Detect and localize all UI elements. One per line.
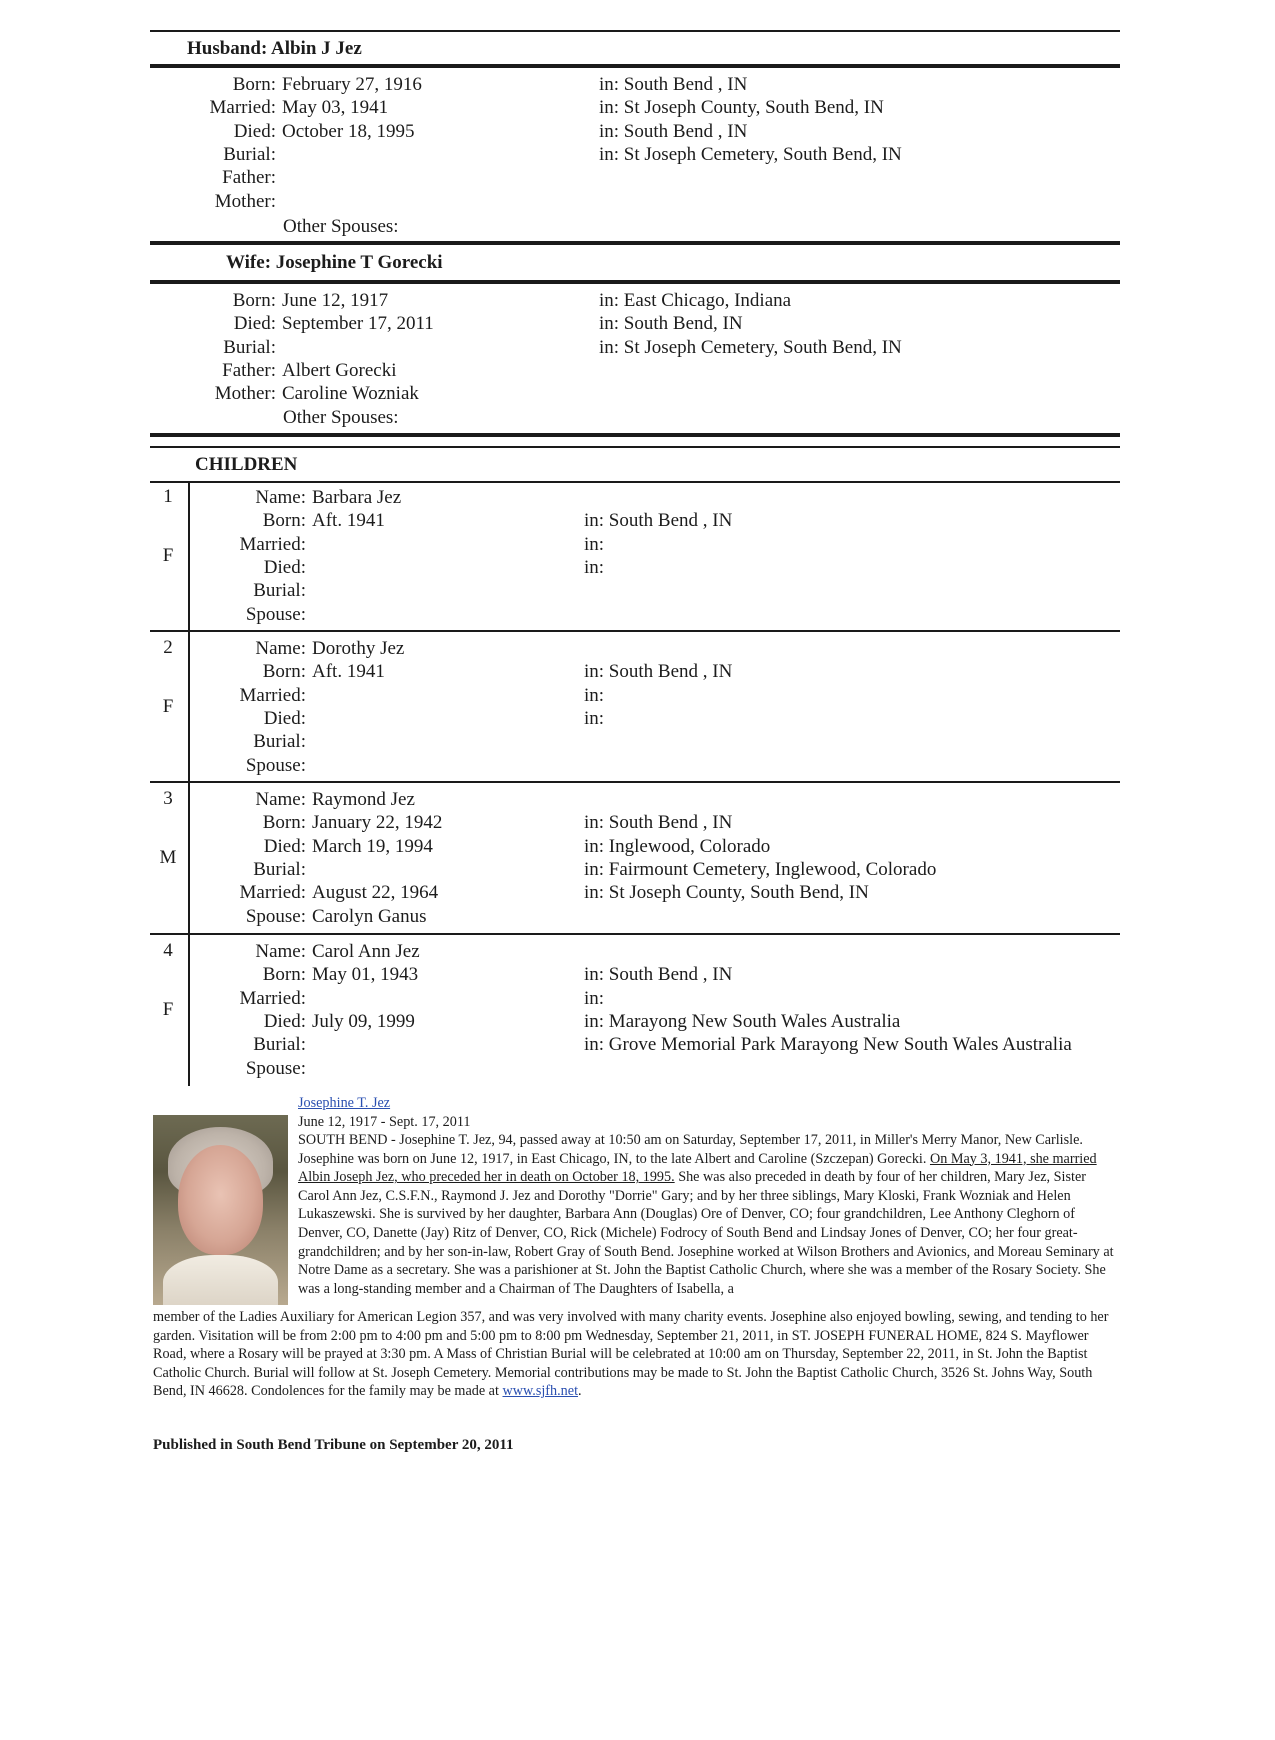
wife-heading: [226, 252, 443, 274]
obituary-title-link[interactable]: Josephine T. Jez: [298, 1095, 391, 1111]
child-separator: [150, 781, 1120, 783]
obituary-paragraph-2: [153, 1308, 1120, 1401]
field-label: Burial:: [253, 858, 306, 880]
field-label: Born:: [262, 510, 306, 532]
child-number: 4: [163, 940, 173, 961]
field-place: in: St Joseph County, South Bend, IN: [599, 97, 884, 119]
children-heading: CHILDREN: [195, 454, 298, 475]
field-place: in: South Bend , IN: [584, 812, 733, 834]
field-value: Caroline Wozniak: [282, 383, 419, 405]
child-sex: F: [162, 999, 174, 1020]
husband-heading: [187, 38, 362, 60]
field-place: in: Grove Memorial Park Marayong New South Wales Australia: [584, 1034, 1072, 1056]
husband-name: Albin J Jez: [270, 38, 362, 59]
field-label: Burial:: [253, 580, 306, 602]
field-label: Born:: [232, 74, 276, 95]
field-value: Albert Gorecki: [282, 359, 397, 381]
field-value: Carol Ann Jez: [312, 941, 420, 962]
field-place: in:: [584, 987, 605, 1009]
field-place: in: South Bend , IN: [584, 661, 733, 683]
husband-label: Husband:: [187, 38, 268, 59]
field-place: in: St Joseph Cemetery, South Bend, IN: [599, 336, 902, 358]
children-second-rule: [150, 446, 1120, 448]
field-value: Aft. 1941: [312, 661, 385, 683]
field-label: Burial:: [253, 731, 306, 753]
field-label: Father:: [222, 359, 276, 381]
wife-name: Josephine T Gorecki: [275, 252, 443, 273]
field-place: in: St Joseph Cemetery, South Bend, IN: [599, 143, 902, 165]
field-label: Father:: [222, 167, 276, 189]
field-value: May 01, 1943: [312, 964, 419, 986]
wife-other-spouses: Other Spouses:: [283, 407, 399, 428]
child-sex: F: [162, 545, 174, 566]
field-label: Died:: [233, 313, 276, 335]
field-label: Died:: [263, 707, 306, 729]
field-label: Spouse:: [245, 1057, 306, 1079]
field-place: in: South Bend , IN: [584, 510, 733, 532]
obituary-text-1: SOUTH BEND - Josephine T. Jez, 94, passed away at 10:50 am on Saturday, September 17, 2011, in Miller's Merry Manor, New Carlisle. Josephine was born on June 12, 1917, in East Chicago, IN, to the late Albert and Caroline (Szczepan) Gorecki.: [298, 1132, 1083, 1167]
field-value: June 12, 1917: [282, 290, 389, 311]
field-place: in: Fairmount Cemetery, Inglewood, Colorado: [584, 858, 937, 880]
field-value: September 17, 2011: [282, 313, 434, 335]
field-label: Mother:: [214, 190, 276, 212]
field-value: Raymond Jez: [312, 789, 415, 810]
portrait-photo: [153, 1115, 288, 1305]
field-value: Barbara Jez: [312, 487, 402, 508]
field-place: in: South Bend , IN: [584, 964, 733, 986]
wife-top-rule: [150, 241, 1120, 245]
field-label: Married:: [239, 533, 306, 555]
field-label: Burial:: [223, 336, 276, 358]
obituary-header: [298, 1094, 1118, 1131]
field-value: August 22, 1964: [312, 882, 439, 904]
child-number: 2: [163, 637, 173, 658]
field-label: Spouse:: [245, 905, 306, 927]
obituary-dates: June 12, 1917 - Sept. 17, 2011: [298, 1113, 471, 1130]
field-label: Spouse:: [245, 603, 306, 625]
field-place: in: South Bend , IN: [599, 120, 748, 142]
wife-rule: [150, 280, 1120, 284]
child-separator: [150, 630, 1120, 632]
field-label: Name:: [255, 941, 306, 962]
field-label: Married:: [239, 684, 306, 706]
field-label: Died:: [263, 556, 306, 578]
field-label: Died:: [263, 1010, 306, 1032]
husband-rule: [150, 64, 1120, 68]
children-top-rule: [150, 433, 1120, 437]
field-value: January 22, 1942: [312, 812, 443, 834]
field-label: Born:: [262, 812, 306, 834]
published-line: Published in South Bend Tribune on September 20, 2011: [153, 1437, 514, 1453]
husband-other-spouses: Other Spouses:: [283, 216, 399, 237]
field-label: Married:: [239, 987, 306, 1009]
field-label: Burial:: [223, 143, 276, 165]
field-value: July 09, 1999: [312, 1010, 415, 1032]
obituary-text-end: .: [578, 1383, 582, 1400]
field-place: in: St Joseph County, South Bend, IN: [584, 882, 869, 904]
photo-face: [178, 1145, 263, 1255]
child-sex: F: [162, 696, 174, 717]
children-header-rule: [150, 481, 1120, 483]
field-value: Carolyn Ganus: [312, 905, 427, 927]
top-rule: [150, 30, 1120, 32]
field-label: Mother:: [214, 383, 276, 405]
field-value: Dorothy Jez: [312, 638, 405, 659]
obituary-underlined-text: On May 3, 1941, she married Albin Joseph Jez, who preceded her in death on October 18, 1995.: [298, 1150, 1097, 1186]
field-place: in: South Bend , IN: [599, 74, 748, 95]
obituary-text-3: member of the Ladies Auxiliary for American Legion 357, and was very involved with many charity events. Josephine also enjoyed bowling, sewing, and tending to her garden. Visitation will be from 2:00 pm to 4:00 pm and 5:00 pm to 8:00 pm Wednesday, September 21, 2011, in ST. JOSEPH FUNERAL HOME, 824 S. Mayflower Road, where a Rosary will be prayed at 3:30 pm. A Mass of Christian Burial will be celebrated at 10:00 am on Thursday, September 22, 2011, in St. John the Baptist Catholic Church. Burial will follow at St. Joseph Cemetery. Memorial contributions may be made to St. John the Baptist Catholic Church, 3526 St. Johns Way, South Bend, IN 46628. Condolences for the family may be made at: [153, 1309, 1109, 1400]
field-place: in:: [584, 684, 605, 706]
field-label: Died:: [233, 120, 276, 142]
child-separator: [150, 933, 1120, 935]
child-number: 3: [163, 788, 173, 809]
field-place: in: Marayong New South Wales Australia: [584, 1010, 901, 1032]
field-label: Married:: [209, 97, 276, 119]
field-label: Name:: [255, 487, 306, 508]
field-place: in: East Chicago, Indiana: [599, 290, 792, 311]
wife-label: Wife:: [226, 252, 272, 273]
field-label: Name:: [255, 638, 306, 659]
obituary-website-link[interactable]: www.sjfh.net: [502, 1383, 579, 1400]
field-place: in:: [584, 707, 605, 729]
obituary-paragraph-1: [298, 1131, 1120, 1298]
obituary-text-2: She was also preceded in death by four of her children, Mary Jez, Sister Carol Ann Jez, C.S.F.N., Raymond J. Jez and Dorothy "Dorrie" Gary; and by her three siblings, Mary Kloski, Frank Wozniak and Helen Lukaszewski. She is survived by her daughter, Barbara Ann (Douglas) Ore of Denver, CO; four grandchildren, Lee Anthony Cleghorn of Denver, CO, Danette (Jay) Ritz of Denver, CO, Rick (Michele) Fodrocy of South Bend and Lindsay Jones of Denver, CO; her four great-grandchildren; and by her son-in-law, Robert Gray of South Bend. Josephine worked at Wilson Brothers and Avionics, and Moreau Seminary at Notre Dame as a secretary. She was a parishioner at St. John the Baptist Catholic Church, where she was a member of the Rosary Society. She was a long-standing member and a Chairman of The Daughters of Isabella, a: [298, 1169, 1114, 1297]
field-label: Born:: [262, 964, 306, 986]
photo-collar: [163, 1255, 278, 1305]
field-label: Born:: [262, 661, 306, 683]
field-place: in: South Bend, IN: [599, 313, 743, 335]
field-value: May 03, 1941: [282, 97, 389, 119]
field-value: February 27, 1916: [282, 74, 422, 95]
field-label: Born:: [232, 290, 276, 311]
field-place: in:: [584, 533, 605, 555]
field-place: in: Inglewood, Colorado: [584, 835, 771, 857]
field-value: Aft. 1941: [312, 510, 385, 532]
field-label: Burial:: [253, 1034, 306, 1056]
field-label: Spouse:: [245, 754, 306, 776]
field-label: Name:: [255, 789, 306, 810]
field-label: Married:: [239, 882, 306, 904]
child-number: 1: [163, 486, 173, 507]
field-place: in:: [584, 556, 605, 578]
field-value: October 18, 1995: [282, 120, 415, 142]
field-label: Died:: [263, 835, 306, 857]
field-value: March 19, 1994: [312, 835, 433, 857]
child-sex: M: [159, 847, 177, 868]
